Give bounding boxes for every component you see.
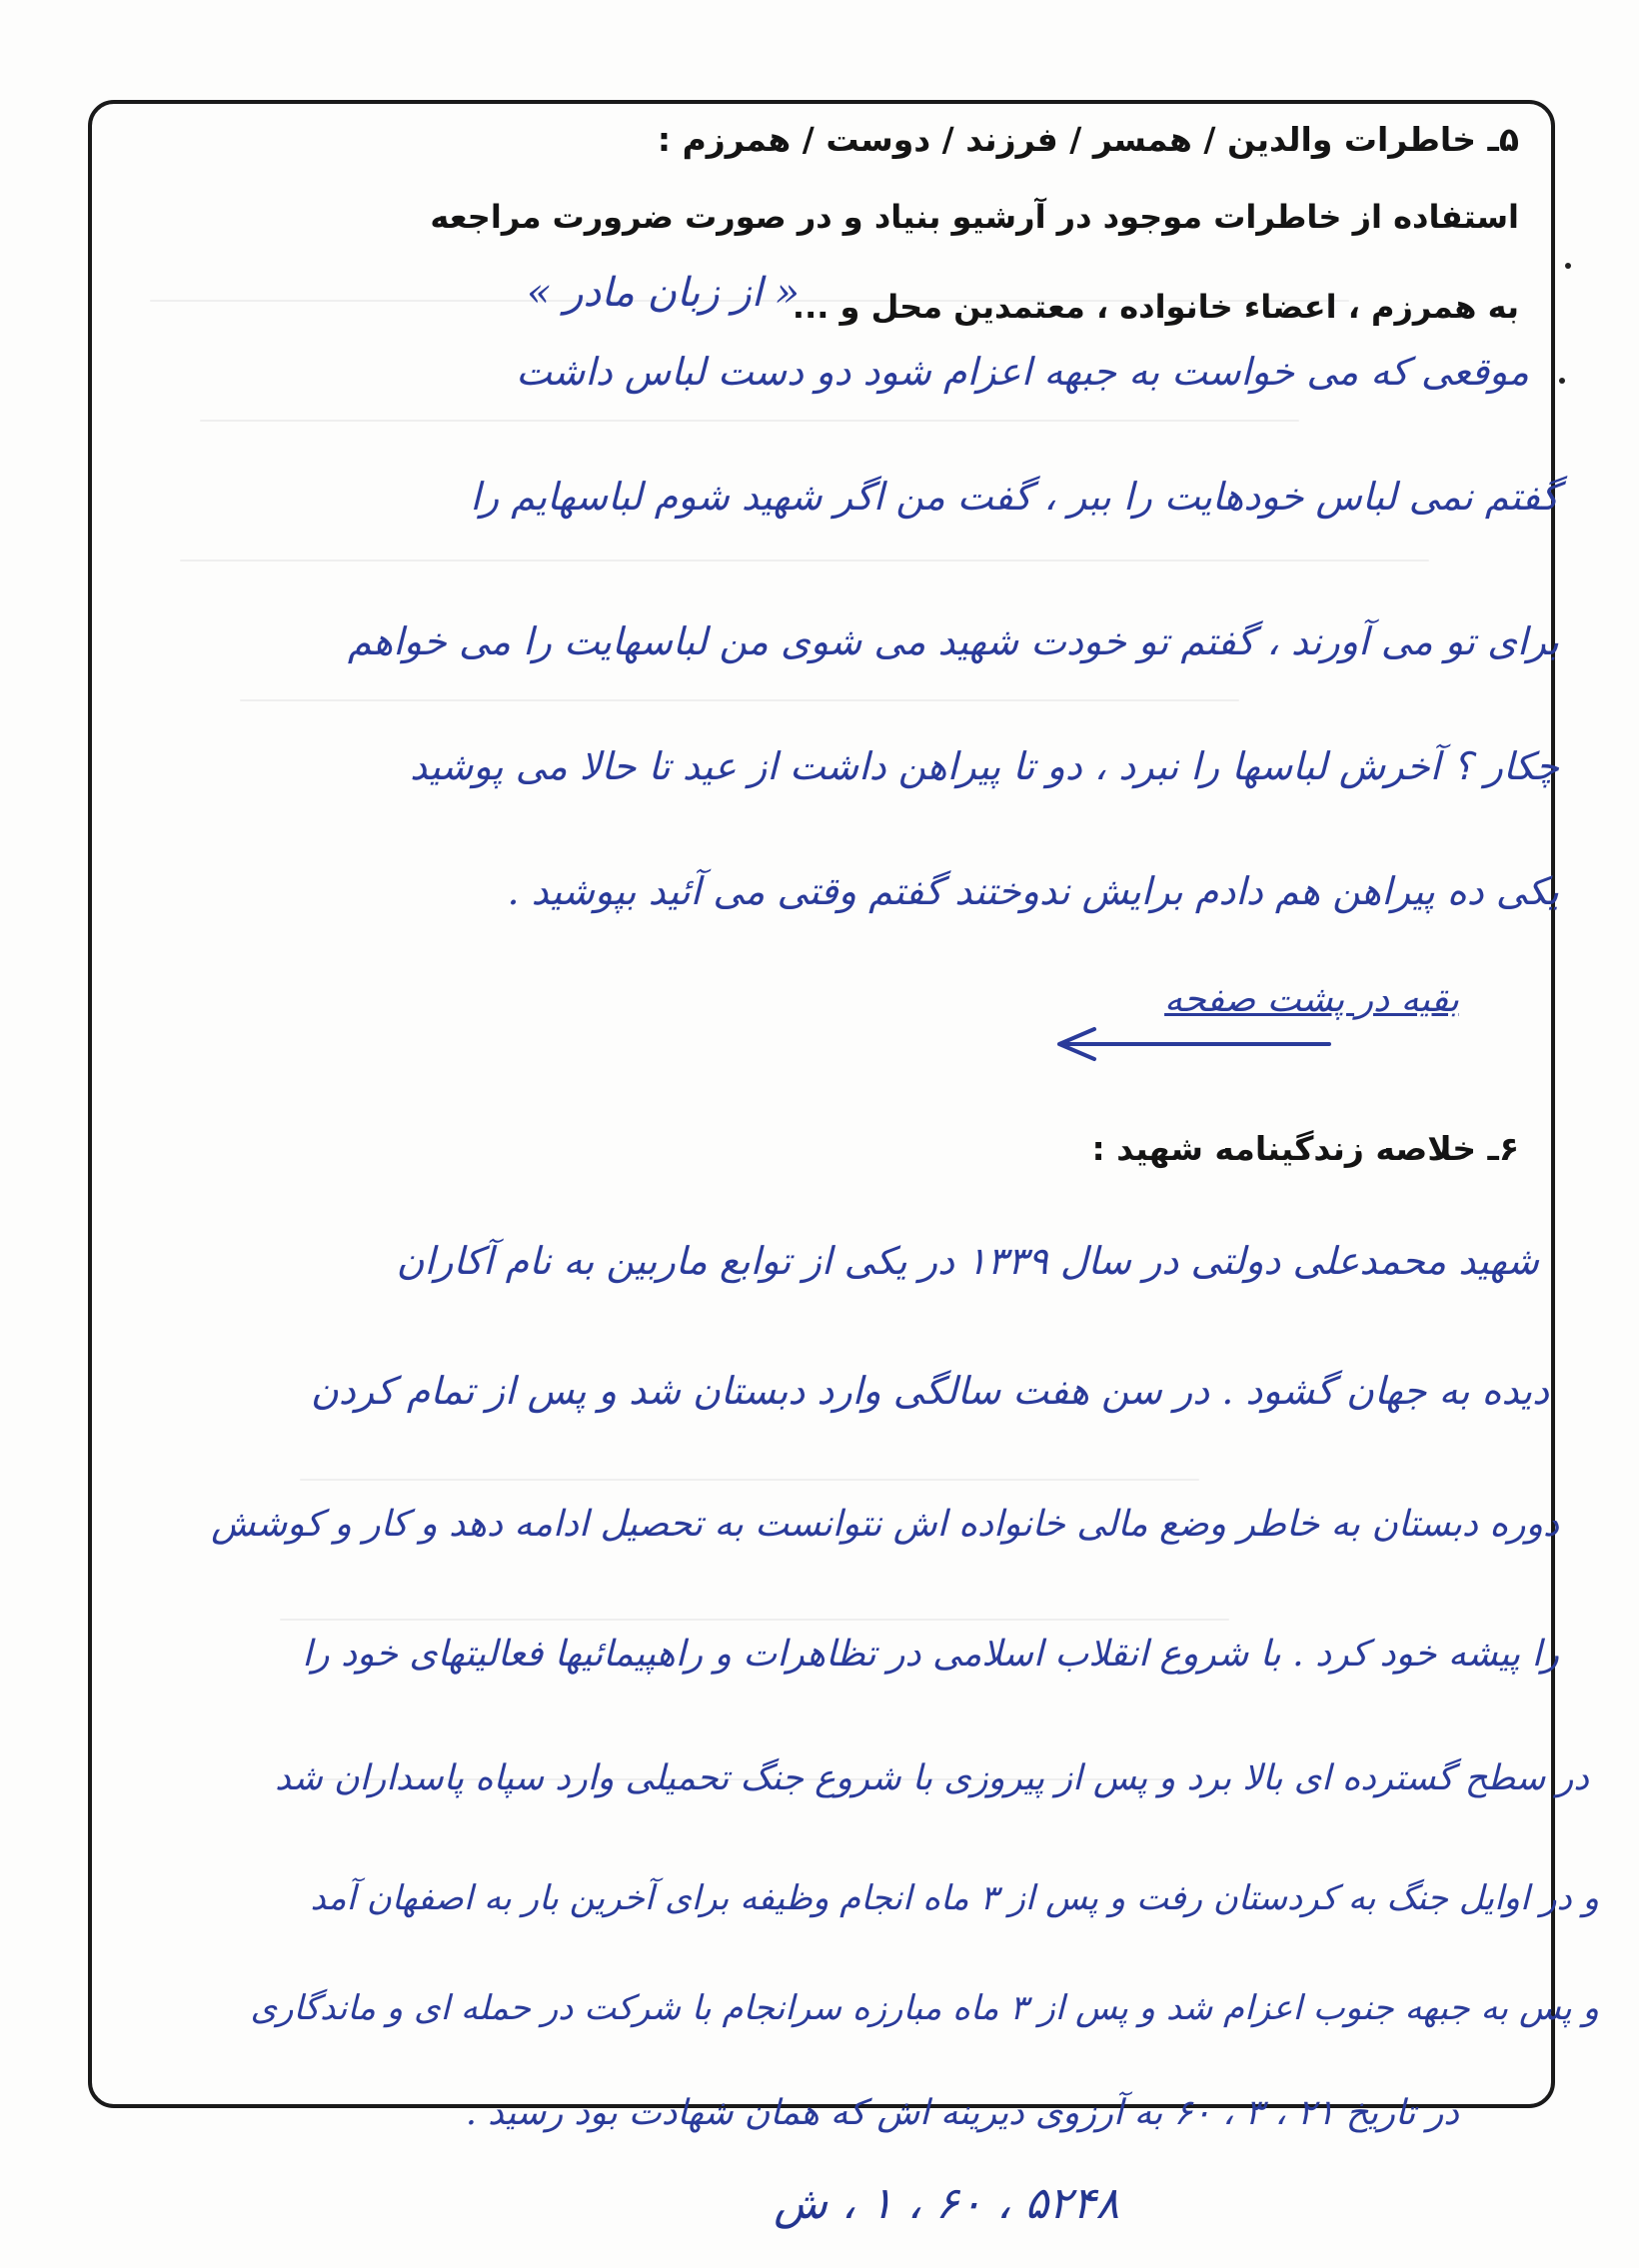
biography-line: دوره دبستان به خاطر وضع مالی خانواده اش نتوانست به تحصیل ادامه دهد و کار و کوشش: [211, 1504, 1559, 1545]
left-arrow-icon: [1039, 1024, 1339, 1064]
section5-memory-line: موقعی که می خواست به جبهه اعزام شود دو دست لباس داشت: [516, 350, 1529, 394]
margin-mark: [1559, 378, 1565, 384]
section5-instructions-line1: استفاده از خاطرات موجود در آرشیو بنیاد و در صورت ضرورت مراجعه: [430, 198, 1519, 236]
biography-line: در سطح گسترده ای بالا برد و پس از پیروزی با شروع جنگ تحمیلی وارد سپاه پاسداران شد: [275, 1758, 1589, 1798]
margin-mark: [1565, 263, 1571, 269]
archive-number: ۵۲۴۸ ، ۶۰ ، ۱ ، ش: [774, 2178, 1119, 2229]
continued-on-back-note: بقیه در پشت صفحه: [1164, 979, 1459, 1020]
section6-heading: ۶ـ خلاصه زندگینامه شهید :: [1091, 1129, 1519, 1168]
section5-memory-line: برای تو می آورند ، گفتم تو خودت شهید می شوی من لباسهایت را می خواهم: [347, 619, 1559, 663]
section5-memory-line: چکار ؟ آخرش لباسها را نبرد ، دو تا پیراهن داشت از عید تا حالا می پوشید: [410, 744, 1559, 788]
section5-heading: ۵ـ خاطرات والدین / همسر / فرزند / دوست / همرزم :: [657, 120, 1519, 159]
section5-memory-line: گفتم نمی لباس خودهایت را ببر ، گفت من اگر شهید شوم لباسهایم را: [470, 475, 1559, 519]
biography-line: دیده به جهان گشود . در سن هفت سالگی وارد دبستان شد و پس از تمام کردن: [310, 1369, 1549, 1413]
biography-line: و در اوایل جنگ به کردستان رفت و پس از ۳ ماه انجام وظیفه برای آخرین بار به اصفهان آمد: [310, 1878, 1599, 1918]
section5-memory-line: یکی ده پیراهن هم دادم برایش ندوختند گفتم وقتی می آئید بپوشید .: [507, 869, 1559, 913]
biography-line: در تاریخ ۲۱ ، ۳ ، ۶۰ به آرزوی دیرینه اش که همان شهادت بود رسید .: [465, 2093, 1459, 2133]
biography-line: شهید محمدعلی دولتی در سال ۱۳۳۹ در یکی از توابع ماربین به نام آکاران: [396, 1239, 1539, 1283]
biography-line: و پس به جبهه جنوب اعزام شد و پس از ۳ ماه مبارزه سرانجام با شرکت در حمله ای و ماندگاری: [250, 1988, 1599, 2028]
form-frame: [88, 100, 1555, 2108]
biography-line: را پیشه خود کرد . با شروع انقلاب اسلامی در تظاهرات و راهپیمائیها فعالیتهای خود را: [302, 1634, 1559, 1675]
section5-handwritten-title: « از زبان مادر »: [527, 270, 800, 316]
section5-instructions-line2: به همرزم ، اعضاء خانواده ، معتمدین محل و ...: [792, 288, 1519, 326]
